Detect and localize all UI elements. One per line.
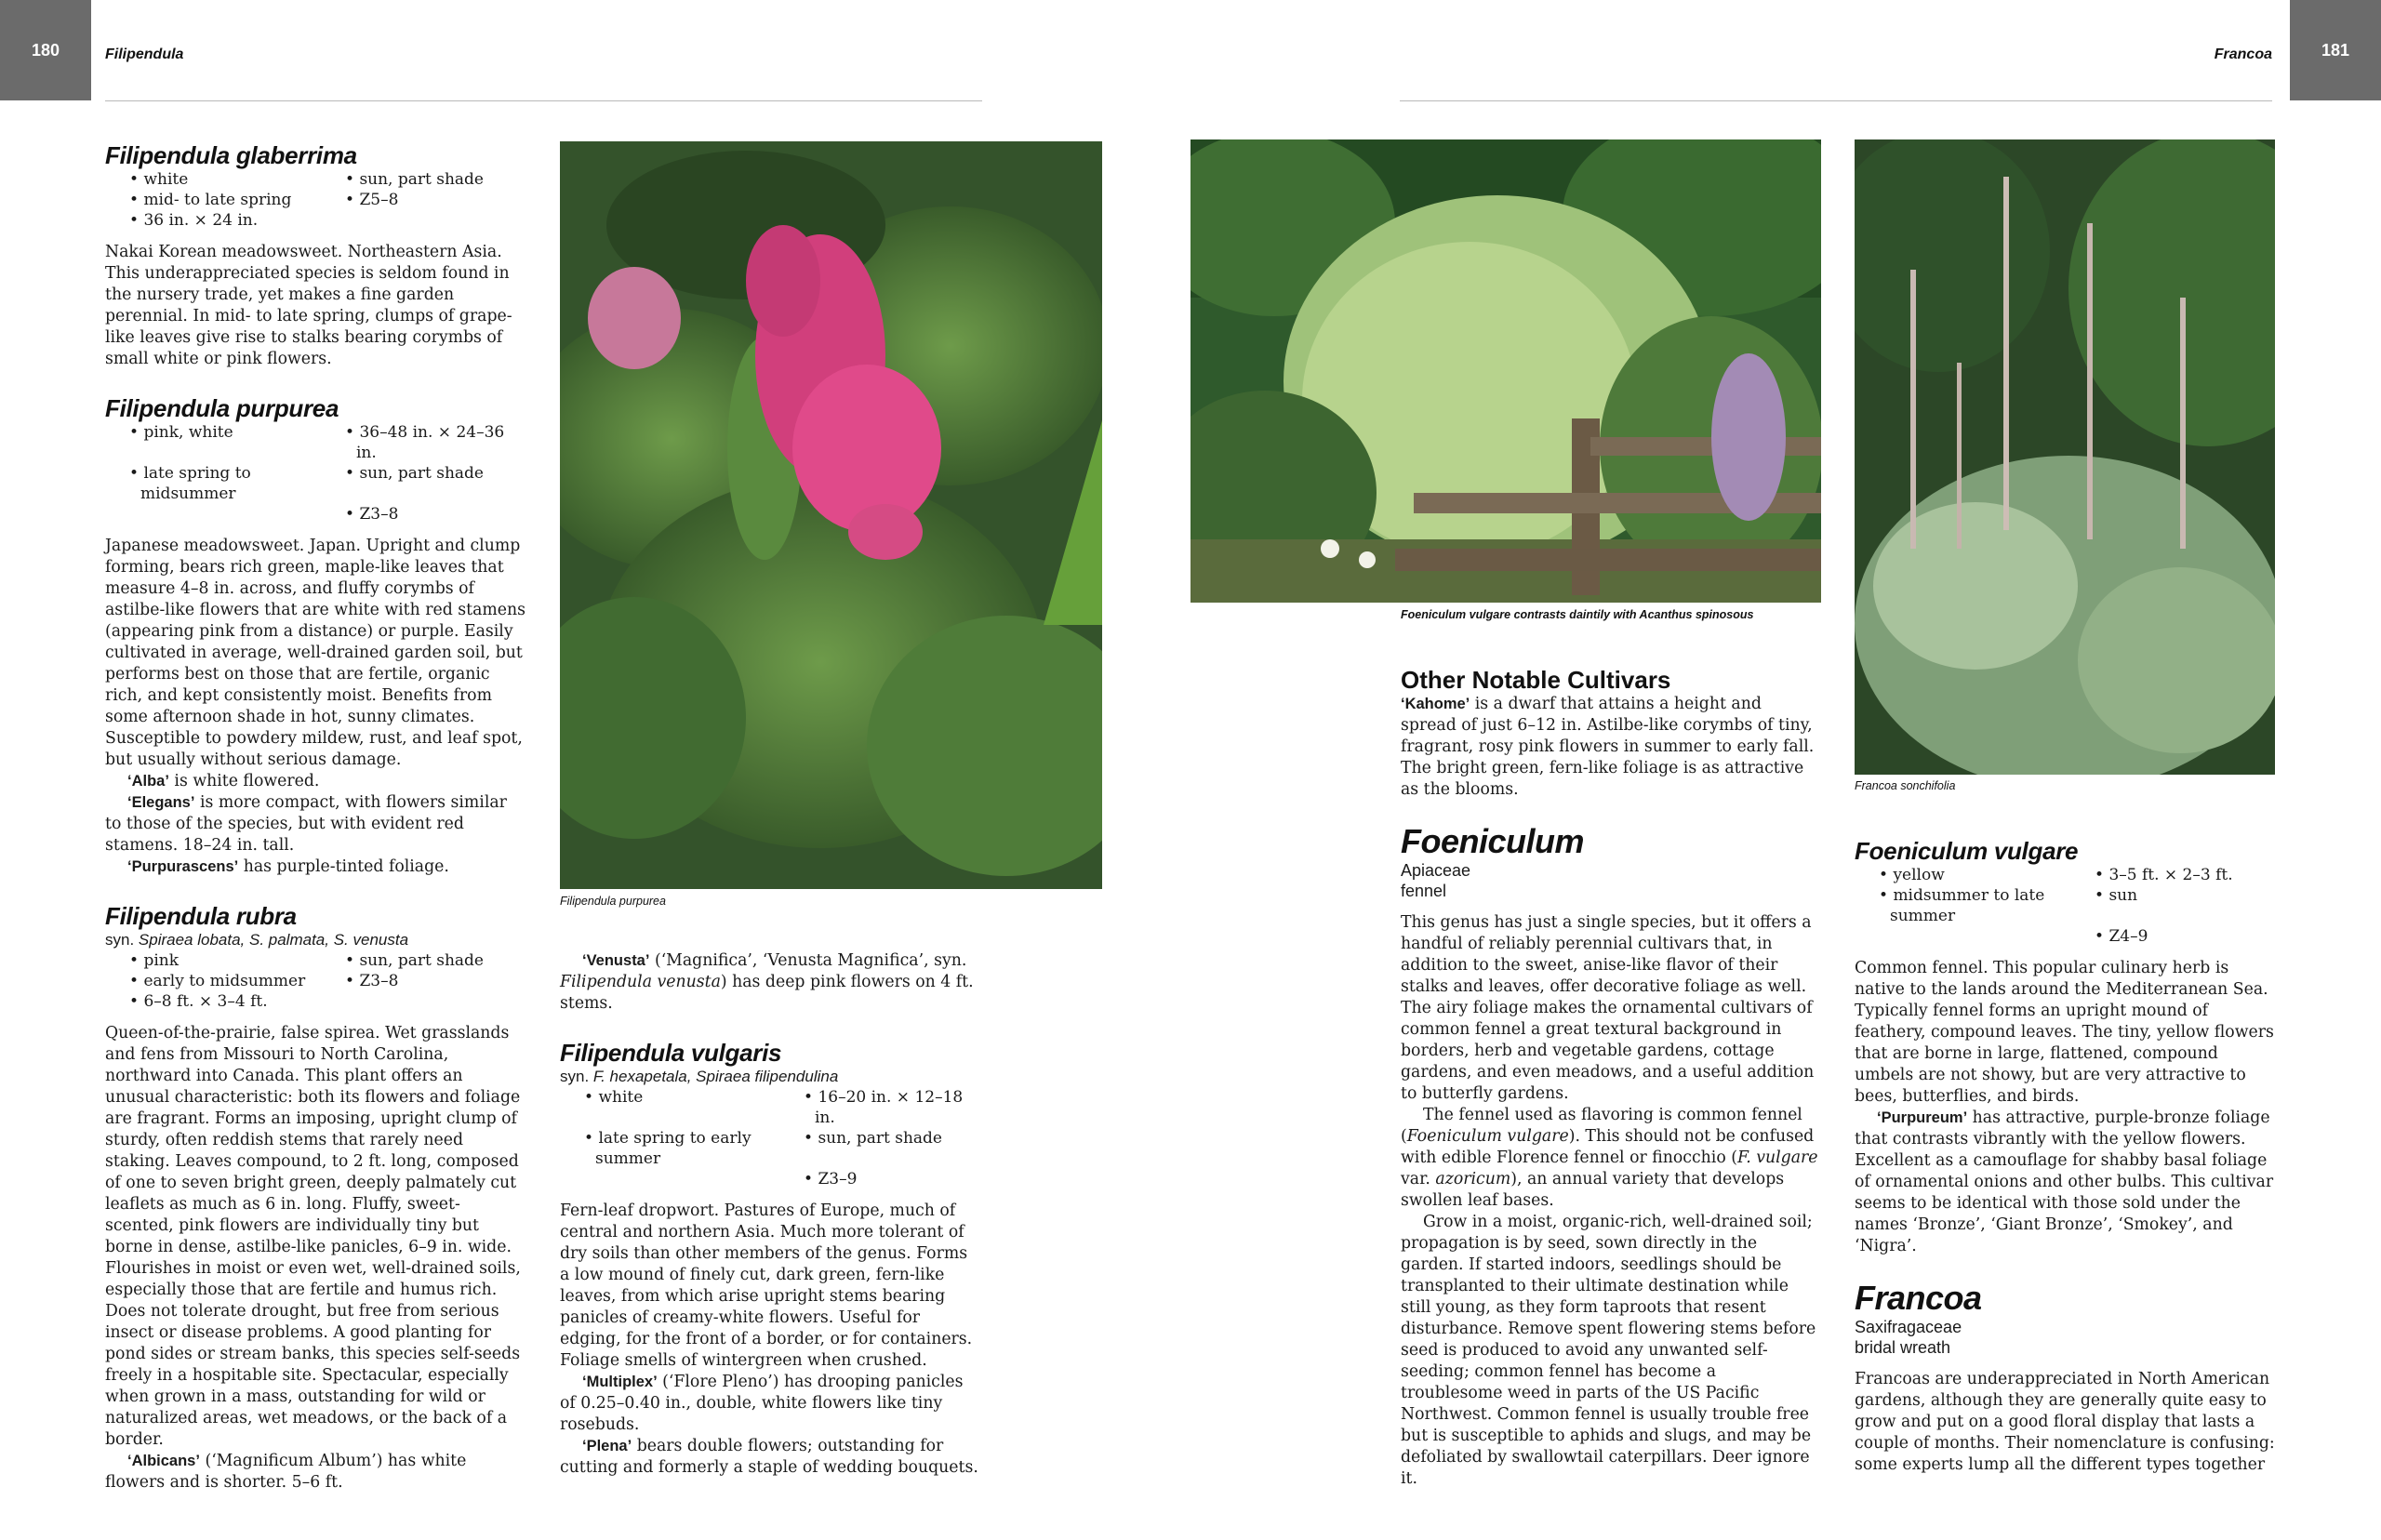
cultivar-name: ‘Venusta’ [582,952,650,969]
attributes-foeniculum-vulgare [1855,865,2275,947]
attr-item: • white [584,1087,804,1128]
attr-item: • pink, white [129,422,345,463]
common-name-francoa: bridal wreath [1855,1338,1951,1357]
synonyms-rubra [105,930,525,950]
attr-item: • Z4–9 [2095,926,2275,947]
attr-item: • sun, part shade [345,169,525,190]
genus-heading-francoa: Francoa [1855,1279,1982,1317]
cultivar-text: has purple-tinted foliage. [238,857,449,876]
text-run: ), an annual variety that develops swollen leaf bases. [1401,1170,1785,1210]
column-3 [1401,666,1821,1490]
attr-item: • yellow [1879,865,2095,885]
caption-text: contrasts daintily with [1510,608,1640,621]
synonyms-vulgaris [560,1067,980,1087]
text-run: The fennel used as flavoring is common fennel ( [1401,1106,1802,1146]
other-cultivars-heading: Other Notable Cultivars [1401,666,1671,694]
cultivar-text: bears double flowers; outstanding for cutting and formerly a staple of wedding bouquets. [560,1437,978,1477]
text-run: ). This should not be confused with edible Florence fennel or finocchio ( [1401,1127,1815,1167]
fennel-photo-illustration [1190,139,1821,603]
attr-item: • sun [2095,885,2275,926]
header-rule-right [1400,100,2272,101]
attr-item: • early to midsummer [129,971,345,991]
cultivar-plena [560,1436,980,1479]
cultivar-name: ‘Multiplex’ [582,1374,658,1390]
caption-italic: Foeniculum vulgare [1401,608,1511,621]
cultivar-syn: Filipendula venusta [560,973,721,991]
photo-filipendula-purpurea [560,141,1102,889]
attr-item: • Z5–8 [345,190,525,210]
cultivar-purpurascens [105,856,525,878]
cultivar-name: ‘Purpureum’ [1877,1109,1968,1126]
attributes-rubra [105,950,525,1012]
cultivar-text: (‘Magnifica’, ‘Venusta Magnifica’, syn. [649,951,967,970]
species-heading-rubra: Filipendula rubra [105,902,297,930]
attributes-purpurea [105,422,525,524]
family-foeniculum: Apiaceae [1401,861,1471,880]
cultivar-name: ‘Elegans’ [127,794,195,811]
body-foeniculum-1: This genus has just a single species, but it offers a handful of reliably perennial cultivars that, in addition to the sweet, anise-like flavor of their stalks and leaves, offer decorative foliage as well. The airy foliage makes the ornamental cultivars of common fennel a great textural background in borders, herb and vegetable gardens, cottage gardens, and even meadows, and a useful addition to butterfly gardens. [1401,913,1815,1103]
attr-item: • Z3–9 [804,1169,980,1189]
attr-item: • 16–20 in. × 12–18 in. [804,1087,980,1128]
cultivar-text: (‘Flore Pleno’) has drooping panicles of 0.25–0.40 in., double, white flowers like tiny rosebuds. [560,1373,964,1434]
column-2 [560,950,980,1479]
cultivar-name: ‘Purpurascens’ [127,858,239,875]
attr-item: • pink [129,950,345,971]
attr-item: • 36 in. × 24 in. [129,210,345,231]
body-glaberrima: Nakai Korean meadowsweet. Northeastern Asia. This underappreciated species is seldom found in the nursery trade, yet makes a fine garden perennial. In mid- to late spring, clumps of grape-like leaves give rise to stalks bearing corymbs of small white or pink flowers. [105,243,512,368]
attr-item: • late spring to early summer [584,1128,804,1169]
attr-item: • sun, part shade [804,1128,980,1169]
cultivar-text: is a dwarf that attains a height and spread of just 6–12 in. Astilbe-like corymbs of tiny, fragrant, rosy pink flowers in summer to early fall. The bright green, fern-like foliage is as attractive as the blooms. [1401,695,1815,799]
running-head-left: Filipendula [105,46,184,62]
body-foeniculum-vulgare: Common fennel. This popular culinary herb is native to the lands around the Mediterranean Sea. Typically fennel forms an upright mound of feathery, compound leaves. The tiny, yellow flowers that are borne in large, flattened, compound umbels are not showy, but are very attractive to bees, butterflies, and birds. [1855,959,2274,1106]
page-number-right: 181 [2290,0,2381,100]
species-heading-vulgaris: Filipendula vulgaris [560,1039,782,1067]
caption-italic: Acanthus spinosous [1639,608,1754,621]
francoa-photo-illustration [1855,139,2275,775]
cultivar-name: ‘Alba’ [127,773,169,790]
body-vulgaris: Fern-leaf dropwort. Pastures of Europe, much of central and northern Asia. Much more tolerant of dry soils than other members of the genus. Forms a low mound of finely cut, dark green, fern-like leaves, from which arise upright stems bearing panicles of creamy-white flowers. Useful for edging, for the front of a border, or for containers. Foliage smells of wintergreen when crushed. [560,1201,973,1370]
body-foeniculum-2 [1401,1105,1821,1212]
cultivar-name: ‘Plena’ [582,1438,632,1454]
cultivar-name: ‘Kahome’ [1401,696,1470,712]
text-italic: azoricum [1435,1170,1511,1188]
running-head-right: Francoa [2214,46,2272,62]
species-heading-glaberrima: Filipendula glaberrima [105,141,357,169]
syn-names: F. hexapetala, Spiraea filipendulina [592,1068,839,1085]
caption-foeniculum-vulgare [1401,608,1753,621]
column-4 [1855,837,2275,1476]
common-name-foeniculum: fennel [1401,882,1447,900]
syn-names: Spiraea lobata, S. palmata, S. venusta [138,931,409,949]
attr-item: • late spring to midsummer [129,463,345,504]
attributes-vulgaris [560,1087,980,1189]
photo-francoa-sonchifolia [1855,139,2275,775]
text-italic: Foeniculum vulgare [1406,1127,1569,1146]
cultivar-text: (‘Magnificum Album’) has white flowers and is shorter. 5–6 ft. [105,1452,467,1492]
cultivar-text: is white flowered. [168,772,320,790]
plant-photo-illustration [560,141,1102,889]
genus-heading-foeniculum: Foeniculum [1401,822,1585,860]
syn-prefix: syn. [105,931,139,949]
cultivar-name: ‘Albicans’ [127,1453,200,1469]
cultivar-albicans [105,1451,525,1494]
attr-item: • white [129,169,345,190]
photo-foeniculum-vulgare [1190,139,1821,603]
cultivar-kahome [1401,694,1821,801]
attr-item: • 6–8 ft. × 3–4 ft. [129,991,345,1012]
column-1 [105,141,525,1494]
cultivar-alba [105,771,525,792]
cultivar-venusta [560,950,980,1015]
caption-filipendula-purpurea: Filipendula purpurea [560,895,666,908]
attr-item: • midsummer to late summer [1879,885,2095,926]
body-rubra: Queen-of-the-prairie, false spirea. Wet grasslands and fens from Missouri to North Carolina, northward into Canada. This plant offers an unusual characteristic: both its flowers and foliage are fragrant. Forms an imposing, upright clump of sturdy, often reddish stems that rarely need staking. Leaves compound, to 2 ft. long, composed of one to seven bright green, deeply palmately cut leaflets as much as 6 in. long. Fluffy, sweet-scented, pink flowers are individually tiny but borne in dense, astilbe-like panicles, 6–9 in. wide. Flourishes in moist or even wet, well-drained soils, especially those that are fertile and humus rich. Does not tolerate drought, but free from serious insect or disease problems. A good planting for pond sides or stream banks, this species self-seeds freely in a hospitable site. Spectacular, especially when grown in a mass, outstanding for wild or naturalized areas, wet meadows, or the back of a border. [105,1024,521,1449]
text-run: var. [1401,1170,1436,1188]
species-heading-foeniculum-vulgare: Foeniculum vulgare [1855,837,2079,865]
family-francoa: Saxifragaceae [1855,1318,1962,1336]
body-foeniculum-3: Grow in a moist, organic-rich, well-drained soil; propagation is by seed, sown directly in the garden. If started indoors, seedlings should be transplanted to their ultimate destination while still young, as they form taproots that resent disturbance. Remove spent flowering stems before seed is produced to avoid any unwanted self-seeding; common fennel has become a troublesome weed in parts of the US Pacific Northwest. Common fennel is usually trouble free but is susceptible to aphids and slugs, and may be defoliated by swallowtail caterpillars. Deer ignore it. [1401,1213,1816,1488]
attr-item: • mid- to late spring [129,190,345,210]
text-italic: F. vulgare [1736,1148,1818,1167]
body-purpurea: Japanese meadowsweet. Japan. Upright and clump forming, bears rich green, maple-like leaves that measure 4–8 in. across, and fluffy corymbs of astilbe-like flowers that are white with red stamens (appearing pink from a distance) or purple. Easily cultivated in average, well-drained garden soil, but performs best on those that are fertile, organic rich, and kept consistently moist. Benefits from some afternoon shade in hot, sunny climates. Susceptible to powdery mildew, rust, and leaf spot, but usually without serious damage. [105,537,525,769]
cultivar-multiplex [560,1372,980,1436]
species-heading-purpurea: Filipendula purpurea [105,394,339,422]
attr-item: • Z3–8 [345,971,525,991]
cultivar-text: ) has deep pink flowers on 4 ft. stems. [560,973,974,1013]
attr-item: • sun, part shade [345,463,525,504]
body-francoa: Francoas are underappreciated in North American gardens, although they are generally quite easy to grow and put on a good floral display that lasts a couple of months. Their nomenclature is confusing: some experts lump all the different types together [1855,1370,2275,1474]
page-number-left: 180 [0,0,91,100]
attr-item: • 3–5 ft. × 2–3 ft. [2095,865,2275,885]
attr-item: • 36–48 in. × 24–36 in. [345,422,525,463]
cultivar-text: has attractive, purple-bronze foliage that contrasts vibrantly with the yellow flowers. Excellent as a camouflage for shabby basal foliage of ornamental onions and other bulbs. This cultivar seems to be identical with those sold under the names ‘Bronze’, ‘Giant Bronze’, ‘Smokey’, and ‘Nigra’. [1855,1109,2274,1255]
syn-prefix: syn. [560,1068,593,1085]
cultivar-elegans [105,792,525,856]
attributes-glaberrima [105,169,525,231]
attr-item: • sun, part shade [345,950,525,971]
header-rule-left [105,100,982,101]
cultivar-text: is more compact, with flowers similar to those of the species, but with evident red stamens. 18–24 in. tall. [105,793,507,855]
caption-francoa-sonchifolia: Francoa sonchifolia [1855,779,1956,792]
attr-item: • Z3–8 [345,504,525,524]
cultivar-purpureum [1855,1108,2275,1257]
